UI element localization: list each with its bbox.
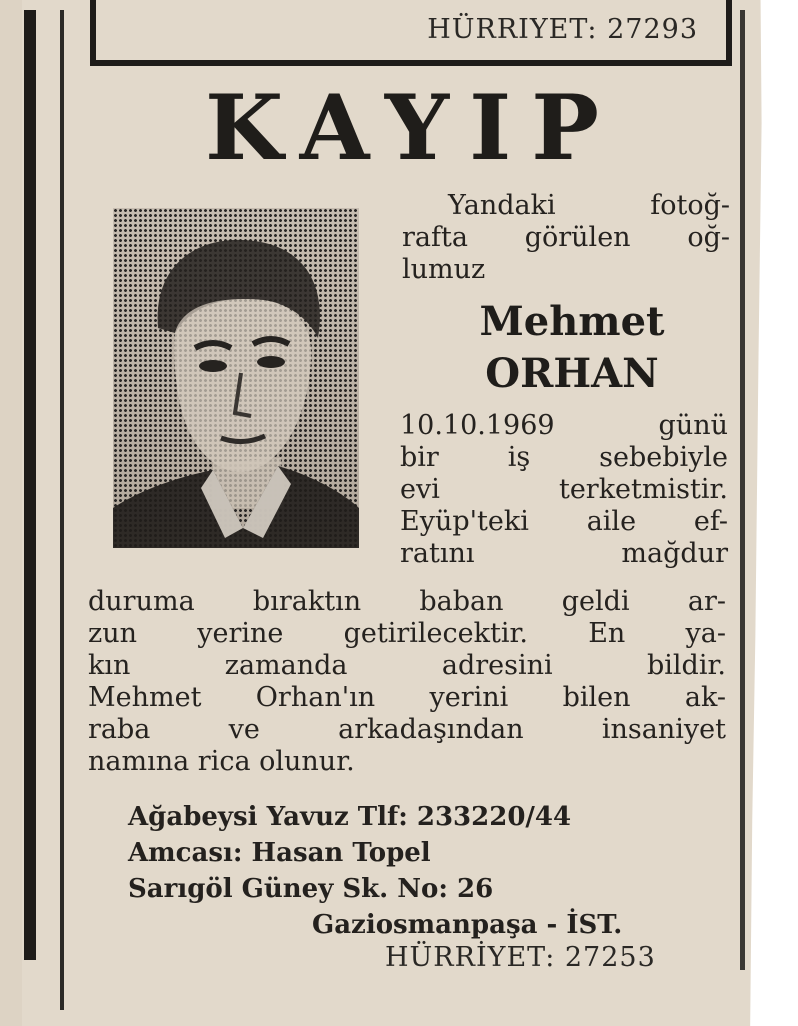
body-line: ratını mağdur [400, 538, 728, 569]
portrait-photo [113, 208, 359, 548]
body-paragraph-narrow [400, 410, 728, 570]
body-line: duruma bıraktın baban geldi ar- [88, 586, 726, 617]
body-line: zun yerine getirilecektir. En ya- [88, 618, 726, 649]
left-border-rule [24, 10, 36, 960]
intro-line: rafta görülen oğ- [402, 222, 730, 253]
body-line: Eyüp'teki aile ef- [400, 506, 728, 537]
body-line: evi terketmistir. [400, 474, 728, 505]
headline: KAYIP [205, 75, 619, 181]
right-border-rule [740, 10, 745, 970]
intro-paragraph [402, 190, 730, 286]
intro-line: Yandaki fotoğ- [448, 190, 730, 221]
torn-edge [746, 0, 798, 1026]
body-line: kın zamanda adresini bildir. [88, 650, 726, 681]
contact-line: Gaziosmanpaşa - İST. [312, 910, 623, 940]
contact-line: Amcası: Hasan Topel [128, 838, 431, 868]
body-line: bir iş sebebiyle [400, 442, 728, 473]
intro-line: lumuz [402, 254, 486, 285]
paper-edge [0, 0, 22, 1026]
body-line: 10.10.1969 günü [400, 410, 728, 441]
portrait-silhouette-icon [113, 208, 359, 548]
body-paragraph-wide [88, 586, 726, 778]
contact-line: Sarıgöl Güney Sk. No: 26 [128, 874, 494, 904]
person-first-name: Mehmet [479, 298, 665, 345]
contact-line: Ağabeysi Yavuz Tlf: 233220/44 [128, 802, 572, 832]
previous-ad-box [90, 0, 732, 66]
left-inner-rule [60, 10, 64, 1010]
body-line: Mehmet Orhan'ın yerini bilen ak- [88, 682, 726, 713]
footer-reference: HÜRRİYET: 27253 [385, 942, 656, 973]
body-line: raba ve arkadaşından insaniyet [88, 714, 726, 745]
person-last-name: ORHAN [485, 350, 659, 397]
body-line: namına rica olunur. [88, 746, 355, 777]
header-reference: HÜRRIYET: 27293 [427, 14, 698, 45]
